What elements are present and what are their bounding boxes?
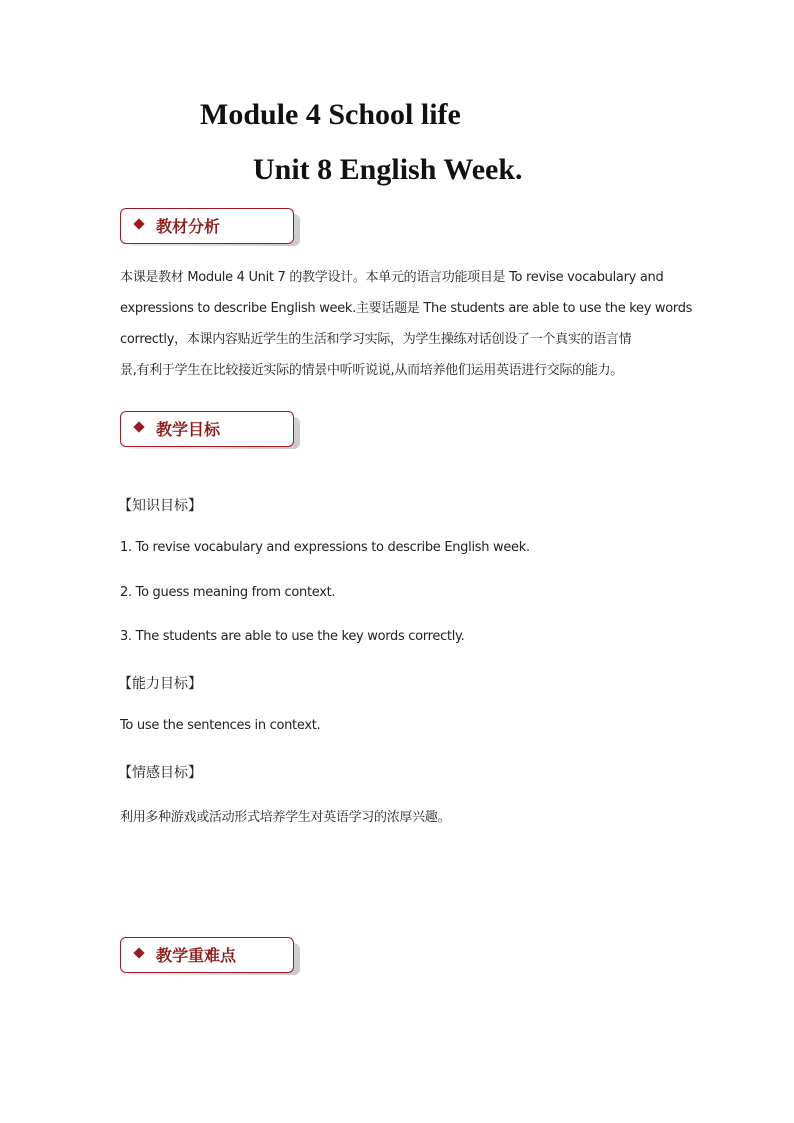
knowledge-item: 1. To revise vocabulary and expressions to describe English week. (120, 540, 530, 555)
paragraph-line: 景,有利于学生在比较接近实际的情景中听听说说,从而培养他们运用英语进行交际的能力。 (120, 363, 623, 378)
paragraph-line: expressions to describe English week.主要话题是 The students are able to use the key words (120, 301, 693, 316)
unit-title: Unit 8 English Week. (253, 153, 523, 186)
analysis-paragraph (120, 262, 693, 386)
section-heading-keypoints (120, 937, 308, 977)
section-label: 教学目标 (156, 420, 221, 439)
section-label: 教学重难点 (156, 946, 237, 965)
section-heading-objectives (120, 411, 308, 451)
paragraph-line: correctly，本课内容贴近学生的生活和学习实际，为学生操练对话创设了一个真实的语言情 (120, 332, 632, 347)
module-title: Module 4 School life (200, 98, 461, 131)
emotion-objective-text: 利用多种游戏或活动形式培养学生对英语学习的浓厚兴趣。 (120, 810, 451, 825)
knowledge-item: 2. To guess meaning from context. (120, 585, 336, 600)
knowledge-item: 3. The students are able to use the key words correctly. (120, 629, 465, 644)
emotion-objectives-title: 【情感目标】 (118, 765, 202, 781)
section-heading-analysis (120, 208, 308, 248)
section-label: 教材分析 (156, 217, 221, 236)
paragraph-line: 本课是教材 Module 4 Unit 7 的教学设计。本单元的语言功能项目是 To revise vocabulary and (120, 270, 664, 285)
ability-objectives-title: 【能力目标】 (118, 676, 202, 692)
ability-objective-text: To use the sentences in context. (120, 718, 321, 733)
knowledge-objectives-title: 【知识目标】 (118, 498, 202, 514)
